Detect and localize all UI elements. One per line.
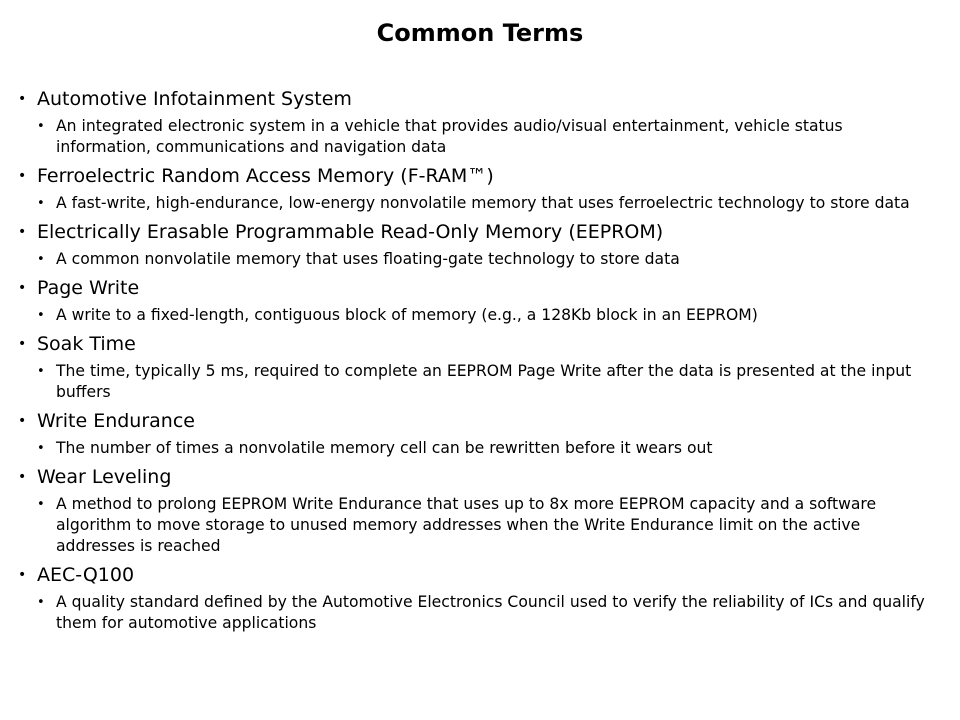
- term-item: [0, 163, 960, 214]
- term-item: [0, 86, 960, 158]
- term-item: [0, 408, 960, 459]
- term-name: • Write Endurance: [0, 408, 960, 434]
- term-definition: • A method to prolong EEPROM Write Endurance that uses up to 8x more EEPROM capacity and a software algorithm to move storage to unused memory addresses when the Write Endurance limit on the active addresses is reached: [0, 494, 960, 557]
- term-name: • Electrically Erasable Programmable Read-Only Memory (EEPROM): [0, 219, 960, 245]
- slide-title: Common Terms: [376, 19, 584, 47]
- term-item: [0, 562, 960, 634]
- term-name: • Automotive Infotainment System: [0, 86, 960, 112]
- term-definition: • The number of times a nonvolatile memory cell can be rewritten before it wears out: [0, 438, 960, 459]
- term-item: [0, 219, 960, 270]
- term-name: • AEC-Q100: [0, 562, 960, 588]
- term-item: [0, 275, 960, 326]
- term-name: • Wear Leveling: [0, 464, 960, 490]
- term-definition: • The time, typically 5 ms, required to complete an EEPROM Page Write after the data is presented at the input buffers: [0, 361, 960, 403]
- term-item: [0, 331, 960, 403]
- term-definition: • A write to a fixed-length, contiguous block of memory (e.g., a 128Kb block in an EEPROM): [0, 305, 960, 326]
- term-name: • Soak Time: [0, 331, 960, 357]
- term-item: [0, 464, 960, 557]
- term-definition: • A quality standard defined by the Automotive Electronics Council used to verify the reliability of ICs and qualify them for automotive applications: [0, 592, 960, 634]
- term-name: • Ferroelectric Random Access Memory (F-RAM™): [0, 163, 960, 189]
- term-definition: • A common nonvolatile memory that uses floating-gate technology to store data: [0, 249, 960, 270]
- terms-list: [0, 86, 960, 639]
- term-definition: • A fast-write, high-endurance, low-energy nonvolatile memory that uses ferroelectric technology to store data: [0, 193, 960, 214]
- term-name: • Page Write: [0, 275, 960, 301]
- term-definition: • An integrated electronic system in a vehicle that provides audio/visual entertainment, vehicle status information, communications and navigation data: [0, 116, 960, 158]
